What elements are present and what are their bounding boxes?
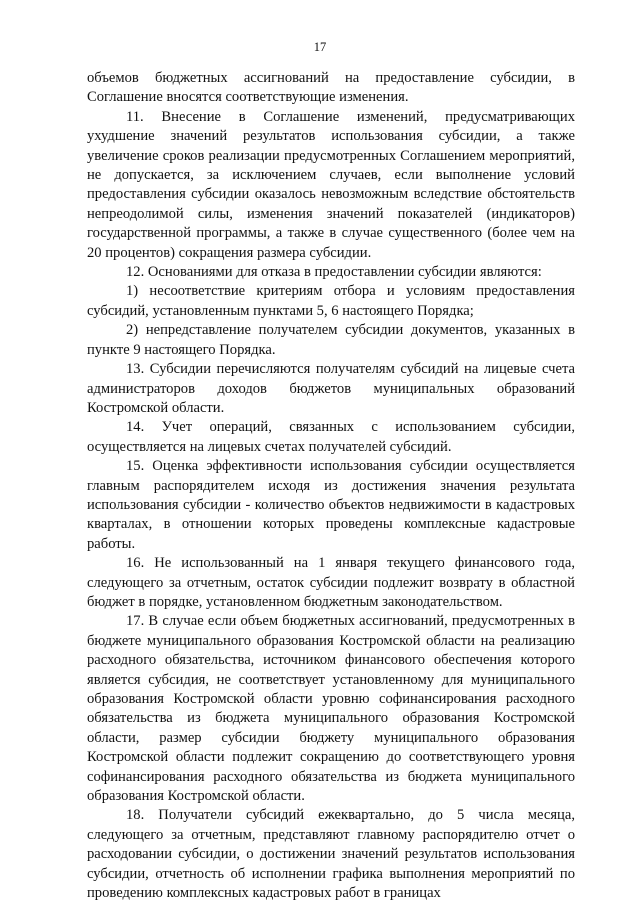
paragraph-12: 12. Основаниями для отказа в предоставлении субсидии являются: [126,264,542,281]
paragraph-18: 18. Получатели субсидий ежеквартально, до 5 числа месяца, следующего за отчетным, представляют главному распорядителю отчет о расходовании субсидии, о достижении значений результатов использования субсидии, отчетность об исполнении графика выполнения мероприятий по проведению комплексных кадастровых работ в границах [87,807,575,902]
paragraph-16: 16. Не использованный на 1 января текущего финансового года, следующего за отчетным, остаток субсидии подлежит возврату в областной бюджет в порядке, установленном бюджетным законодательством. [87,555,575,610]
paragraph-14: 14. Учет операций, связанных с использованием субсидии, осуществляется на лицевых счетах получателей субсидий. [87,419,575,455]
paragraph-15: 15. Оценка эффективности использования субсидии осуществляется главным распорядителем исходя из достижения значения результата использования субсидии - количество объектов недвижимости в кадастровых кварталах, в отношении которых проведены комплексные кадастровые работы. [87,458,575,552]
paragraph-17: 17. В случае если объем бюджетных ассигнований, предусмотренных в бюджете муниципального образования Костромской области на реализацию расходного обязательства, источником финансового обеспечения которого является субсидия, не соответствует установленному для муниципального образования Костромской области уровню софинансирования расходного обязательства из бюджета муниципального образования Костромской области, размер субсидии бюджету муниципального образования Костромской области подлежит сокращению до соответствующего уровня софинансирования расходного обязательства из бюджета муниципального образования Костромской области. [87,613,575,805]
paragraph-11: 11. Внесение в Соглашение изменений, предусматривающих ухудшение значений результатов использования субсидии, а также увеличение сроков реализации предусмотренных Соглашением мероприятий, не допускается, за исключением случаев, если выполнение условий предоставления субсидии оказалось невозможным вследствие обстоятельств непреодолимой силы, изменения значений показателей (индикаторов) государственной программы, а также в случае существенного (более чем на 20 процентов) сокращения размера субсидии. [87,108,575,261]
paragraph-12-item-2: 2) непредставление получателем субсидии документов, указанных в пункте 9 настоящего Порядка. [87,322,575,358]
document-body [87,69,575,903]
paragraph-12-item-1: 1) несоответствие критериям отбора и условиям предоставления субсидий, установленным пунктами 5, 6 настоящего Порядка; [87,283,575,319]
paragraph-13: 13. Субсидии перечисляются получателям субсидий на лицевые счета администраторов доходов бюджетов муниципальных образований Костромской области. [87,361,575,416]
paragraph-continuation: объемов бюджетных ассигнований на предоставление субсидии, в Соглашение вносятся соответствующие изменения. [87,70,575,106]
page-number: 17 [313,40,327,54]
